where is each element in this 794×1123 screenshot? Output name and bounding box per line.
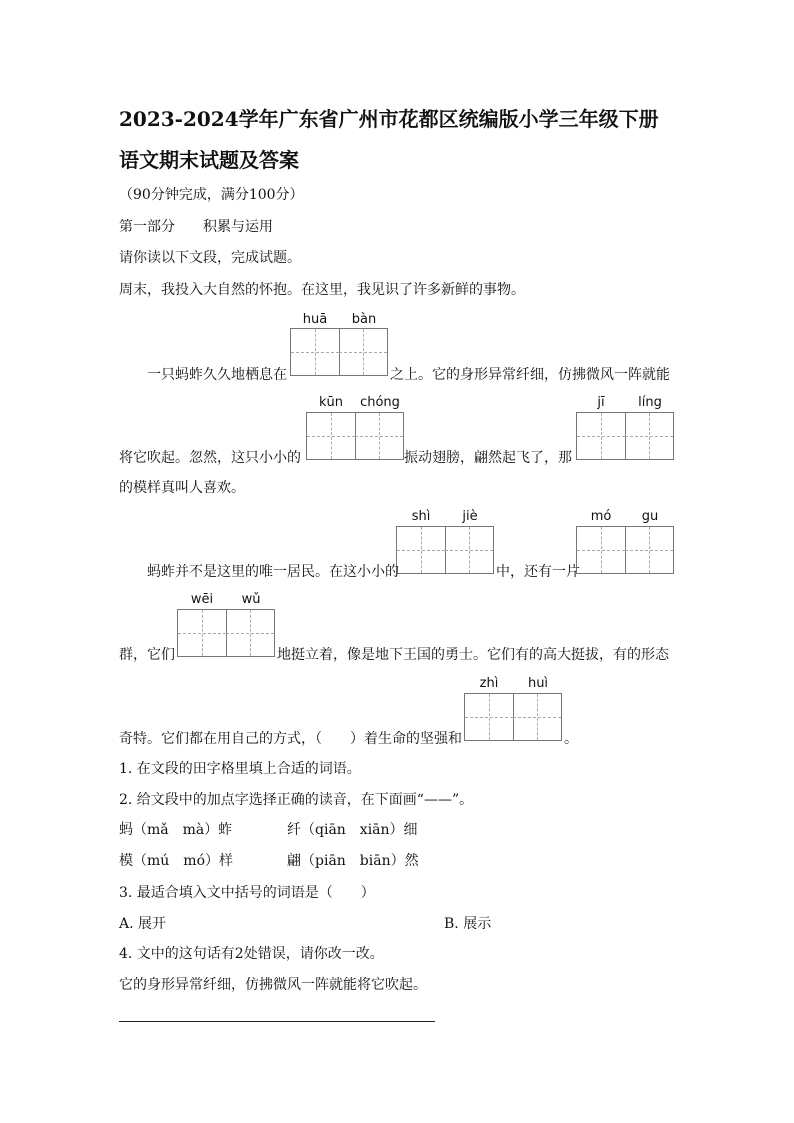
document-title-line1: 2023-2024学年广东省广州市花都区统编版小学三年级下册 — [119, 107, 659, 131]
pinyin-label: huì — [527, 676, 549, 691]
pinyin-label: zhì — [479, 676, 499, 691]
pinyin-label: mó — [590, 509, 612, 524]
section-heading: 第一部分 积累与运用 — [119, 219, 273, 235]
passage-text: 的模样真叫人喜欢。 — [119, 480, 245, 496]
pinyin-label: chóng — [360, 395, 400, 410]
tianzige-answer-box[interactable] — [576, 526, 674, 574]
passage-text: 之上。它的身形异常纤细，仿拂微风一阵就能 — [390, 367, 670, 383]
question-4-sentence: 它的身形异常纤细，仿拂微风一阵就能将它吹起。 — [119, 977, 427, 993]
question-2: 2. 给文段中的加点字选择正确的读音，在下面画“——”。 — [119, 792, 474, 808]
question-3-choice-b[interactable]: B. 展示 — [444, 916, 492, 932]
tianzige-answer-box[interactable] — [576, 412, 674, 460]
pinyin-label: líng — [638, 395, 662, 410]
pinyin-label: wēi — [190, 592, 214, 607]
passage-text: 将它吹起。忽然，这只小小的 — [119, 450, 301, 466]
question-4: 4. 文中的这句话有2处错误，请你改一改。 — [119, 946, 384, 962]
question-2-option[interactable]: 纤（qiān xiān）细 — [287, 822, 418, 838]
tianzige-answer-box[interactable] — [396, 526, 494, 574]
passage-text: 振动翅膀，翩然起飞了，那 — [404, 450, 572, 466]
question-2-option[interactable]: 模（mú mó）样 — [119, 853, 233, 869]
instruction-text: 请你读以下文段，完成试题。 — [119, 250, 301, 266]
answer-line[interactable] — [119, 1021, 435, 1022]
question-3: 3. 最适合填入文中括号的词语是（ ） — [119, 885, 375, 901]
pinyin-label: wǔ — [241, 592, 261, 607]
tianzige-answer-box[interactable] — [464, 693, 562, 741]
passage-text: 群，它们 — [119, 647, 175, 663]
question-1: 1. 在文段的田字格里填上合适的词语。 — [119, 761, 361, 777]
pinyin-label: huā — [302, 312, 328, 327]
question-3-choice-a[interactable]: A. 展开 — [119, 916, 167, 932]
pinyin-label: gu — [641, 509, 659, 524]
passage-text: 一只蚂蚱久久地栖息在 — [147, 367, 287, 383]
tianzige-answer-box[interactable] — [306, 412, 404, 460]
passage-text: 奇特。它们都在用自己的方式，（ ）着生命的坚强和 — [119, 731, 462, 747]
pinyin-label: shì — [411, 509, 431, 524]
passage-text: 蚂蚱并不是这里的唯一居民。在这小小的 — [147, 564, 399, 580]
tianzige-answer-box[interactable] — [177, 609, 275, 657]
pinyin-label: jiè — [462, 509, 478, 524]
pinyin-label: jī — [597, 395, 605, 410]
passage-paragraph-1: 周末，我投入大自然的怀抱。在这里，我见识了许多新鲜的事物。 — [119, 282, 525, 298]
document-title-line2: 语文期末试题及答案 — [119, 148, 299, 172]
exam-note: （90分钟完成，满分100分） — [119, 187, 304, 203]
passage-text: 地挺立着，像是地下王国的勇士。它们有的高大挺拔，有的形态 — [277, 647, 669, 663]
pinyin-label: bàn — [351, 312, 377, 327]
question-2-option[interactable]: 翩（piān biān）然 — [287, 853, 419, 869]
pinyin-label: kūn — [318, 395, 343, 410]
question-2-option[interactable]: 蚂（mǎ mà）蚱 — [119, 822, 233, 838]
tianzige-answer-box[interactable] — [290, 328, 388, 376]
passage-text: 中，还有一片 — [496, 564, 580, 580]
passage-text: 。 — [564, 731, 578, 747]
